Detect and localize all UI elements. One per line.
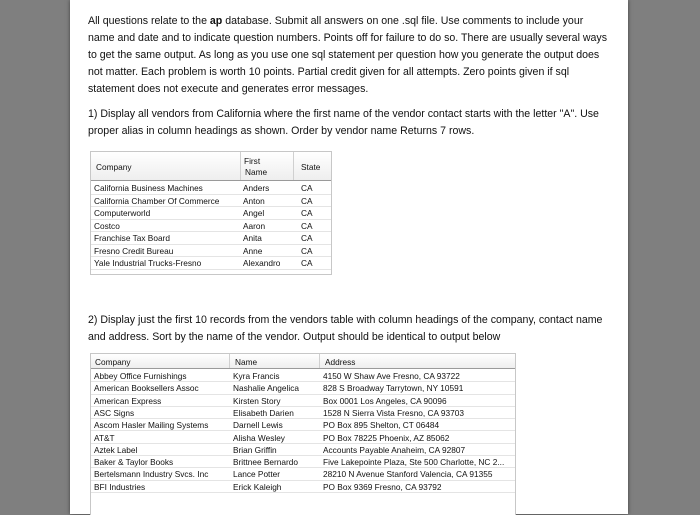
table-row[interactable] xyxy=(91,432,515,444)
cell-first: Alexandro xyxy=(243,258,281,268)
cell-first: Anders xyxy=(243,183,270,193)
cell-company: American Booksellers Assoc xyxy=(94,383,199,394)
cell-name: Alisha Wesley xyxy=(233,432,285,443)
header-company[interactable]: Company xyxy=(95,357,131,367)
cell-address: 4150 W Shaw Ave Fresno, CA 93722 xyxy=(323,371,460,381)
cell-company: AT&T xyxy=(94,432,115,443)
cell-company: Computerworld xyxy=(94,208,151,218)
question-1-text: 1) Display all vendors from California where the first name of the vendor contact starts with the letter "A". Use proper alias in column headings as shown. Order by vendor name Returns 7 rows. xyxy=(88,108,599,137)
intro-text-rest: database. Submit all answers on one .sql file. Use comments to include your name and date and to indicate question numbers. Points off for failure to do so. There are usually several ways to get the same output. As long as you use one sql statement per question how you generate the output does not matter. Each problem is worth 10 points. Partial credit given for all attempts. Zero points given if sql statement does not execute and generates error messages. xyxy=(88,15,608,95)
header-first-name-line1[interactable]: First xyxy=(244,156,261,166)
table-row[interactable] xyxy=(91,395,515,407)
cell-first: Anne xyxy=(243,245,263,256)
cell-name: Kirsten Story xyxy=(233,395,281,406)
question-1-result-grid xyxy=(90,151,332,275)
cell-name: Nashalie Angelica xyxy=(233,383,299,394)
table-row[interactable] xyxy=(91,207,331,220)
cell-first: Anita xyxy=(243,233,262,243)
table-row[interactable] xyxy=(91,468,515,480)
header-state[interactable]: State xyxy=(301,162,321,172)
cell-company: Abbey Office Furnishings xyxy=(94,371,187,381)
row-divider xyxy=(91,492,515,493)
table-row[interactable] xyxy=(91,419,515,431)
cell-name: Brian Griffin xyxy=(233,444,277,455)
cell-company: California Business Machines xyxy=(94,183,203,193)
cell-company: Costco xyxy=(94,220,120,231)
cell-company: American Express xyxy=(94,395,162,406)
table-row[interactable] xyxy=(91,220,331,233)
cell-address: Box 0001 Los Angeles, CA 90096 xyxy=(323,395,447,406)
cell-address: PO Box 895 Shelton, CT 06484 xyxy=(323,420,440,431)
table-row[interactable] xyxy=(91,444,515,456)
table-row[interactable] xyxy=(91,245,331,258)
cell-company: Franchise Tax Board xyxy=(94,233,170,243)
cell-company: ASC Signs xyxy=(94,407,135,418)
intro-paragraph xyxy=(88,13,610,98)
cell-name: Kyra Francis xyxy=(233,371,280,381)
header-address[interactable]: Address xyxy=(325,357,356,367)
cell-address: 828 S Broadway Tarrytown, NY 10591 xyxy=(323,383,464,394)
header-company[interactable]: Company xyxy=(96,162,132,172)
cell-address: 28210 N Avenue Stanford Valencia, CA 91355 xyxy=(323,469,493,480)
table-row[interactable] xyxy=(91,481,515,493)
header-name[interactable]: Name xyxy=(235,357,258,367)
document-page xyxy=(70,0,628,514)
cell-company: BFI Industries xyxy=(94,481,146,492)
table-row[interactable] xyxy=(91,456,515,468)
cell-name: Brittnee Bernardo xyxy=(233,457,299,468)
cell-first: Anton xyxy=(243,195,265,206)
intro-text-start: All questions relate to the xyxy=(88,15,210,27)
cell-first: Angel xyxy=(243,208,265,218)
cell-name: Darnell Lewis xyxy=(233,420,283,431)
cell-state: CA xyxy=(301,220,313,231)
table-row[interactable] xyxy=(91,370,515,382)
table-row[interactable] xyxy=(91,257,331,270)
cell-state: CA xyxy=(301,208,313,218)
table-row[interactable] xyxy=(91,382,515,394)
question-2-result-grid xyxy=(90,353,516,515)
cell-state: CA xyxy=(301,258,313,268)
cell-company: Baker & Taylor Books xyxy=(94,457,174,468)
cell-state: CA xyxy=(301,195,313,206)
cell-address: Accounts Payable Anaheim, CA 92807 xyxy=(323,444,466,455)
cell-company: Fresno Credit Bureau xyxy=(94,245,174,256)
table-row[interactable] xyxy=(91,195,331,208)
cell-company: Yale Industrial Trucks-Fresno xyxy=(94,258,202,268)
cell-name: Erick Kaleigh xyxy=(233,481,282,492)
cell-state: CA xyxy=(301,245,313,256)
table-row[interactable] xyxy=(91,182,331,195)
row-divider xyxy=(91,269,331,270)
cell-company: California Chamber Of Commerce xyxy=(94,195,220,206)
cell-state: CA xyxy=(301,183,313,193)
intro-database-name: ap xyxy=(209,15,223,27)
grid-header xyxy=(91,354,515,369)
cell-name: Elisabeth Darien xyxy=(233,407,294,418)
table-row[interactable] xyxy=(91,407,515,419)
cell-state: CA xyxy=(301,233,313,243)
header-first-name-line2[interactable]: Name xyxy=(245,167,268,177)
cell-address: PO Box 78225 Phoenix, AZ 85062 xyxy=(323,432,450,443)
cell-address: PO Box 9369 Fresno, CA 93792 xyxy=(323,481,442,492)
table-row[interactable] xyxy=(91,232,331,245)
cell-address: 1528 N Sierra Vista Fresno, CA 93703 xyxy=(323,407,464,418)
cell-company: Ascom Hasler Mailing Systems xyxy=(94,420,209,431)
cell-name: Lance Potter xyxy=(233,469,281,480)
cell-address: Five Lakepointe Plaza, Ste 500 Charlotte, NC 2... xyxy=(323,457,505,468)
question-2-text: 2) Display just the first 10 records from the vendors table with column headings of the company, contact name and address. Sort by the name of the vendor. Output should be identical to output below xyxy=(88,314,603,343)
cell-company: Bertelsmann Industry Svcs. Inc xyxy=(94,469,209,480)
cell-company: Aztek Label xyxy=(94,444,138,455)
grid-header xyxy=(91,152,331,181)
cell-first: Aaron xyxy=(243,220,266,231)
